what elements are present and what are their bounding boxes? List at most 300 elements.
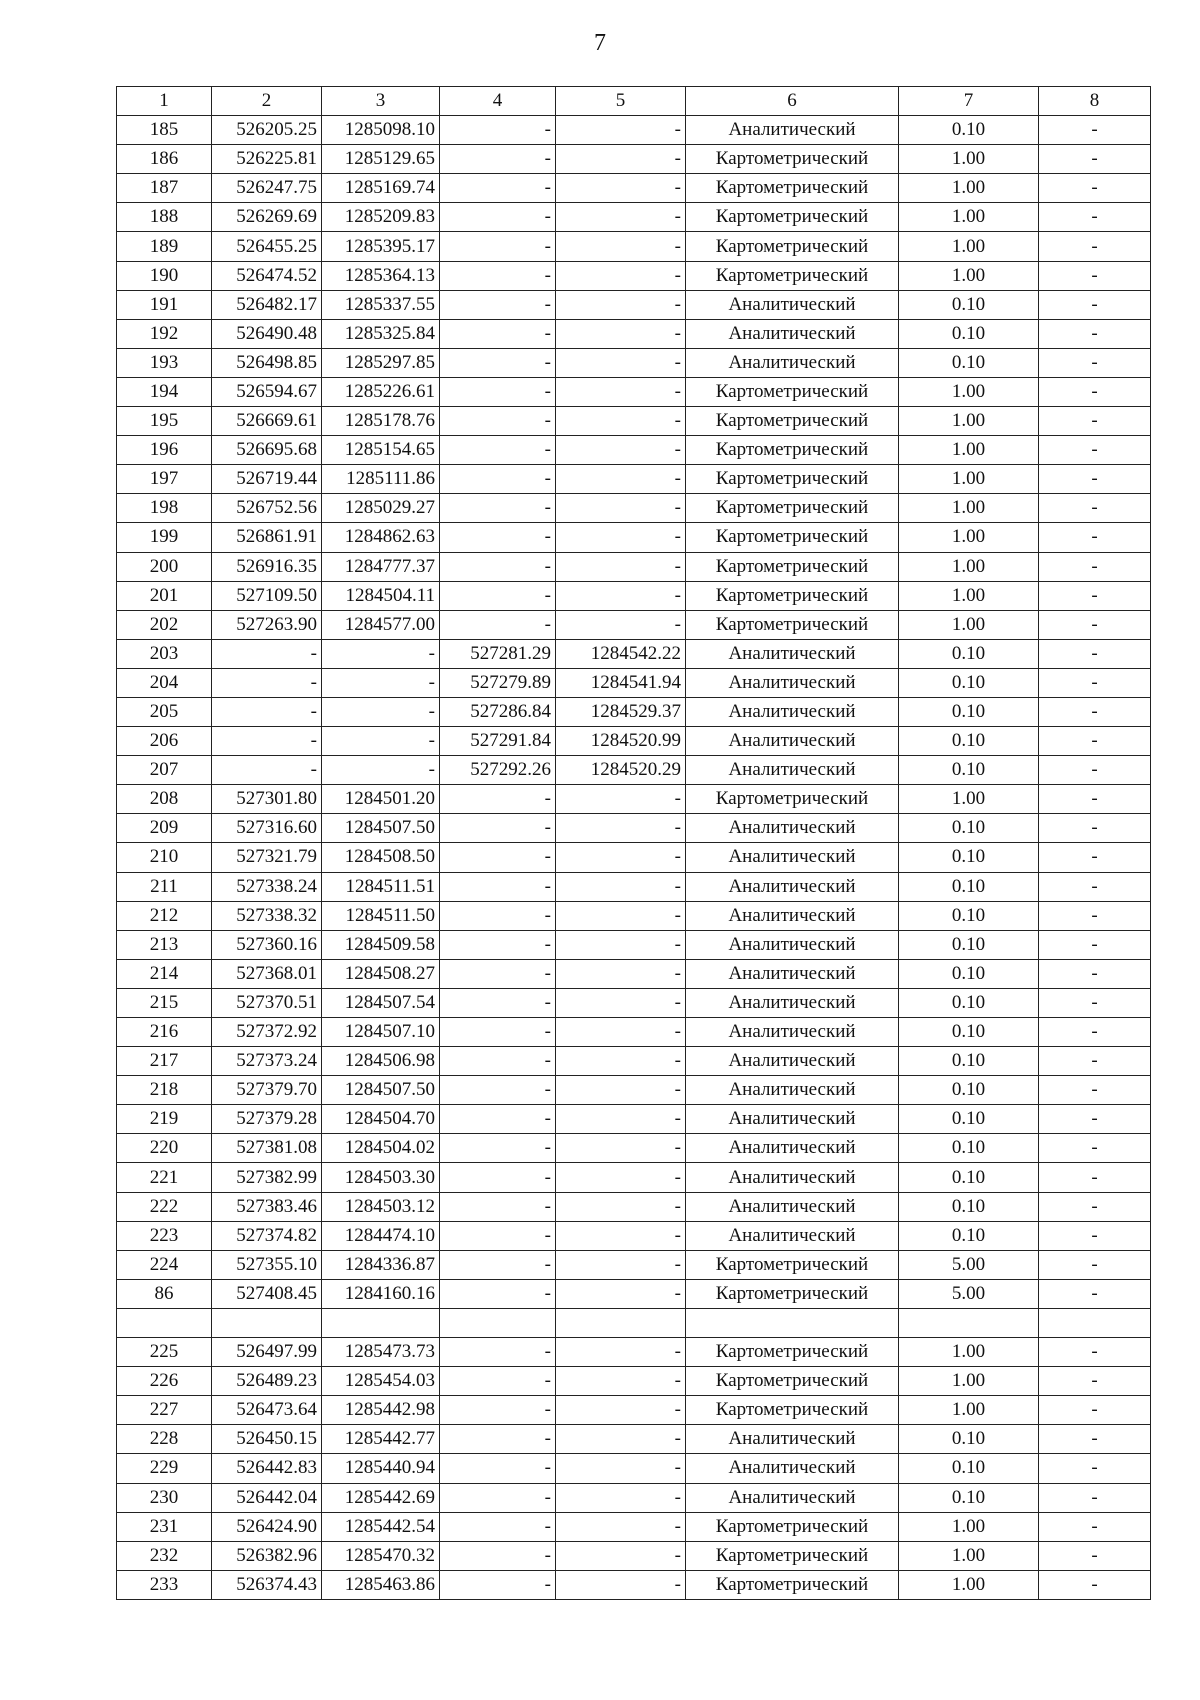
table-cell: - [440,1047,556,1076]
table-cell: 1284508.27 [322,959,440,988]
table-cell: - [440,290,556,319]
table-row [117,1338,1151,1367]
table-cell: - [212,668,322,697]
table-cell: Картометрический [686,436,899,465]
table-cell: 224 [117,1250,212,1279]
table-cell: - [556,814,686,843]
table-cell: 1.00 [899,523,1039,552]
table-cell: - [440,785,556,814]
table-cell: 1284520.29 [556,756,686,785]
table-cell: 527381.08 [212,1134,322,1163]
table-cell: Картометрический [686,261,899,290]
table-cell: - [440,552,556,581]
table-cell: - [1039,756,1151,785]
table-row [117,843,1151,872]
table-cell: 186 [117,145,212,174]
table-cell: 1285297.85 [322,348,440,377]
table-row [117,901,1151,930]
table-cell: - [440,1163,556,1192]
table-cell: - [556,1163,686,1192]
table-cell: 233 [117,1570,212,1599]
table-cell: 1.00 [899,1367,1039,1396]
table-cell: 191 [117,290,212,319]
table-cell: 198 [117,494,212,523]
table-cell: 1.00 [899,377,1039,406]
table-cell: - [440,1338,556,1367]
table-cell: - [212,697,322,726]
table-cell [322,1308,440,1337]
table-cell: 0.10 [899,901,1039,930]
table-cell: 526916.35 [212,552,322,581]
table-row [117,145,1151,174]
table-row [117,407,1151,436]
table-cell [556,1308,686,1337]
table-cell: - [1039,959,1151,988]
table-row [117,785,1151,814]
table-cell: Аналитический [686,1454,899,1483]
table-cell: - [556,1018,686,1047]
column-header: 7 [899,87,1039,116]
table-row [117,930,1151,959]
table-row [117,494,1151,523]
table-cell [1039,1308,1151,1337]
table-cell: 1.00 [899,610,1039,639]
table-cell: 1.00 [899,1541,1039,1570]
table-cell: - [1039,1047,1151,1076]
table-row [117,319,1151,348]
table-cell: 0.10 [899,1076,1039,1105]
table-cell: - [440,1541,556,1570]
table-cell: - [1039,145,1151,174]
table-cell: - [440,261,556,290]
table-row [117,814,1151,843]
table-cell: Картометрический [686,1570,899,1599]
table-row [117,1134,1151,1163]
table-cell: 208 [117,785,212,814]
table-cell: 0.10 [899,727,1039,756]
table-cell: - [440,436,556,465]
table-cell: 228 [117,1425,212,1454]
table-cell: - [1039,203,1151,232]
table-cell: Аналитический [686,901,899,930]
table-cell: - [556,465,686,494]
table-cell: 1284503.30 [322,1163,440,1192]
table-cell: 1285029.27 [322,494,440,523]
table-cell: 220 [117,1134,212,1163]
page-number: 7 [594,30,606,56]
table-cell: - [556,1076,686,1105]
table-cell: - [1039,1483,1151,1512]
table-cell: - [440,523,556,552]
table-cell: 211 [117,872,212,901]
table-cell: - [1039,727,1151,756]
table-cell: - [1039,552,1151,581]
table-cell: Картометрический [686,1338,899,1367]
table-row [117,668,1151,697]
table-row [117,1425,1151,1454]
table-cell: Аналитический [686,319,899,348]
table-cell: 1284474.10 [322,1221,440,1250]
table-cell: Картометрический [686,785,899,814]
table-cell: - [1039,1541,1151,1570]
table-cell: 526473.64 [212,1396,322,1425]
table-cell: - [440,1250,556,1279]
table-row [117,697,1151,726]
table-cell: Картометрический [686,1367,899,1396]
table-cell: - [556,523,686,552]
table-cell: Картометрический [686,232,899,261]
table-cell: 527370.51 [212,988,322,1017]
table-cell: - [556,377,686,406]
table-cell: - [1039,1279,1151,1308]
table-cell: - [440,1279,556,1308]
table-cell [686,1308,899,1337]
table-row [117,1076,1151,1105]
table-cell: 197 [117,465,212,494]
table-cell: 196 [117,436,212,465]
table-cell: - [440,203,556,232]
table-cell: 1284160.16 [322,1279,440,1308]
table-cell: - [556,1221,686,1250]
table-cell: Аналитический [686,988,899,1017]
table-cell: Аналитический [686,348,899,377]
table-cell: 527301.80 [212,785,322,814]
table-cell: 1285473.73 [322,1338,440,1367]
table-cell: 1284541.94 [556,668,686,697]
table-row [117,727,1151,756]
table-cell: 210 [117,843,212,872]
table-cell: 200 [117,552,212,581]
table-cell: 527408.45 [212,1279,322,1308]
table-cell: 1.00 [899,465,1039,494]
table-cell: 526450.15 [212,1425,322,1454]
table-cell: 0.10 [899,697,1039,726]
table-cell: - [556,261,686,290]
table-cell: - [556,959,686,988]
table-row [117,581,1151,610]
table-cell: 1284520.99 [556,727,686,756]
table-row [117,872,1151,901]
table-cell: 217 [117,1047,212,1076]
table-cell: 1.00 [899,203,1039,232]
table-cell: 526205.25 [212,116,322,145]
table-cell: - [556,174,686,203]
table-cell: 0.10 [899,1483,1039,1512]
table-cell: 1284507.10 [322,1018,440,1047]
table-row [117,232,1151,261]
table-cell: 1285111.86 [322,465,440,494]
table-cell: - [556,930,686,959]
table-cell: - [1039,1338,1151,1367]
table-cell: 0.10 [899,814,1039,843]
table-cell: - [1039,814,1151,843]
table-cell: 1284862.63 [322,523,440,552]
table-cell: - [1039,1018,1151,1047]
column-header: 4 [440,87,556,116]
table-row [117,523,1151,552]
table-cell: - [440,610,556,639]
table-cell: 0.10 [899,1018,1039,1047]
table-cell: 527279.89 [440,668,556,697]
table-cell: Аналитический [686,1221,899,1250]
table-cell: 526442.04 [212,1483,322,1512]
table-cell: 218 [117,1076,212,1105]
table-cell: 223 [117,1221,212,1250]
table-cell: - [556,1105,686,1134]
table-cell: 526247.75 [212,174,322,203]
table-row [117,1279,1151,1308]
table-cell: 192 [117,319,212,348]
table-cell: - [440,494,556,523]
table-cell: 527286.84 [440,697,556,726]
table-cell: 0.10 [899,1192,1039,1221]
table-cell: - [440,814,556,843]
table-cell: - [1039,116,1151,145]
table-cell: 1285442.98 [322,1396,440,1425]
table-cell: 0.10 [899,1454,1039,1483]
table-cell: 1284542.22 [556,639,686,668]
table-row [117,1512,1151,1541]
table-cell: - [1039,174,1151,203]
table-cell: - [1039,1076,1151,1105]
table-cell: - [1039,290,1151,319]
table-cell: 5.00 [899,1250,1039,1279]
table-cell: 207 [117,756,212,785]
table-cell: 1285178.76 [322,407,440,436]
table-cell: 1.00 [899,145,1039,174]
table-cell: 1285226.61 [322,377,440,406]
table-cell: 527338.24 [212,872,322,901]
table-row [117,988,1151,1017]
table-cell: 1285325.84 [322,319,440,348]
table-cell: - [556,1483,686,1512]
table-cell: 526752.56 [212,494,322,523]
table-cell: 0.10 [899,1163,1039,1192]
table-cell: - [556,1396,686,1425]
table-cell: Аналитический [686,697,899,726]
table-cell: - [1039,232,1151,261]
table-cell: 527379.70 [212,1076,322,1105]
table-cell: - [1039,930,1151,959]
table-cell [899,1308,1039,1337]
table-cell: 213 [117,930,212,959]
table-cell: 216 [117,1018,212,1047]
table-cell: - [556,872,686,901]
table-cell: Аналитический [686,1192,899,1221]
table-cell: - [556,290,686,319]
table-cell: 1284507.54 [322,988,440,1017]
header-row [117,87,1151,116]
table-cell: - [556,843,686,872]
table-cell: Аналитический [686,1163,899,1192]
table-cell: - [1039,785,1151,814]
table-cell: 0.10 [899,319,1039,348]
table-cell: - [440,959,556,988]
table-cell: Картометрический [686,465,899,494]
table-cell: - [556,1192,686,1221]
table-cell: - [556,901,686,930]
table-cell: 526482.17 [212,290,322,319]
table-cell: Аналитический [686,843,899,872]
table-cell: 203 [117,639,212,668]
table-cell: Аналитический [686,872,899,901]
table-cell: - [1039,901,1151,930]
table-cell: 0.10 [899,1105,1039,1134]
table-cell: - [440,407,556,436]
table-cell: 1284506.98 [322,1047,440,1076]
table-cell: - [440,843,556,872]
table-cell: - [440,1076,556,1105]
table-cell: 527368.01 [212,959,322,988]
table-cell: - [1039,494,1151,523]
table-cell: - [1039,1134,1151,1163]
table-cell [440,1308,556,1337]
table-cell: Аналитический [686,727,899,756]
table-cell: - [556,1338,686,1367]
table-cell: - [1039,988,1151,1017]
table-cell: 526374.43 [212,1570,322,1599]
table-cell: 227 [117,1396,212,1425]
table-cell: - [556,116,686,145]
table-cell: Картометрический [686,610,899,639]
table-cell: - [556,610,686,639]
table-cell: - [556,1454,686,1483]
table-cell: 526424.90 [212,1512,322,1541]
table-cell: Аналитический [686,959,899,988]
table-cell: - [440,1425,556,1454]
table-cell: - [1039,1163,1151,1192]
table-row [117,1192,1151,1221]
table-cell: 1.00 [899,552,1039,581]
table-cell: - [1039,377,1151,406]
table-cell: 527372.92 [212,1018,322,1047]
table-cell: 194 [117,377,212,406]
table-cell: 230 [117,1483,212,1512]
table-cell: - [1039,1425,1151,1454]
table-cell: 0.10 [899,290,1039,319]
table-cell: - [440,232,556,261]
table-cell: 1.00 [899,1512,1039,1541]
table-cell: - [1039,1221,1151,1250]
table-cell: Аналитический [686,1018,899,1047]
table-cell: 1.00 [899,436,1039,465]
table-row [117,1308,1151,1337]
table-cell: 527379.28 [212,1105,322,1134]
table-cell: 0.10 [899,1047,1039,1076]
table-cell: - [440,1570,556,1599]
table-cell: 190 [117,261,212,290]
table-cell: 0.10 [899,1134,1039,1163]
table-cell: Аналитический [686,756,899,785]
table-row [117,959,1151,988]
table-cell: 1284507.50 [322,814,440,843]
table-cell: - [1039,639,1151,668]
table-cell: 86 [117,1279,212,1308]
table-cell: 1285442.77 [322,1425,440,1454]
table-cell: 526225.81 [212,145,322,174]
column-header: 2 [212,87,322,116]
table-cell: 0.10 [899,930,1039,959]
table-cell: 199 [117,523,212,552]
table-cell: Аналитический [686,1134,899,1163]
table-cell: 1285154.65 [322,436,440,465]
table-cell: Картометрический [686,203,899,232]
table-cell: 214 [117,959,212,988]
table-cell: Аналитический [686,290,899,319]
table-cell: 527316.60 [212,814,322,843]
table-row [117,465,1151,494]
table-cell: 1285169.74 [322,174,440,203]
table-cell: - [556,1047,686,1076]
table-cell: 1284504.70 [322,1105,440,1134]
table-cell: 0.10 [899,116,1039,145]
table-cell: - [440,1192,556,1221]
table-cell: 1285442.69 [322,1483,440,1512]
table-cell: 1284508.50 [322,843,440,872]
table-cell: 231 [117,1512,212,1541]
table-row [117,290,1151,319]
table-cell: - [1039,581,1151,610]
table-cell: 526489.23 [212,1367,322,1396]
table-cell: - [1039,1367,1151,1396]
table-cell: Аналитический [686,1105,899,1134]
table-cell: - [556,1512,686,1541]
table-cell: 526474.52 [212,261,322,290]
table-cell: - [556,1425,686,1454]
table-cell: - [440,1483,556,1512]
table-cell: 1284336.87 [322,1250,440,1279]
table-cell: - [556,1279,686,1308]
table-cell: - [556,232,686,261]
table-cell: - [440,1396,556,1425]
table-cell: 1285440.94 [322,1454,440,1483]
table-cell: 526269.69 [212,203,322,232]
table-cell: 1284577.00 [322,610,440,639]
table-cell: - [440,872,556,901]
table-cell: - [556,1541,686,1570]
table-row [117,1250,1151,1279]
table-cell: 5.00 [899,1279,1039,1308]
table-row [117,1105,1151,1134]
table-cell: 222 [117,1192,212,1221]
table-cell: 1284511.51 [322,872,440,901]
table-cell: - [1039,436,1151,465]
table-cell: 0.10 [899,872,1039,901]
table-cell: 1285442.54 [322,1512,440,1541]
table-row [117,348,1151,377]
table-cell: 205 [117,697,212,726]
table-cell: Картометрический [686,1250,899,1279]
table-cell: - [1039,1105,1151,1134]
table-cell: 527374.82 [212,1221,322,1250]
table-cell: 1285454.03 [322,1367,440,1396]
table-cell: 527382.99 [212,1163,322,1192]
table-row [117,203,1151,232]
table-cell: 1284529.37 [556,697,686,726]
table-cell: 219 [117,1105,212,1134]
table-cell: 0.10 [899,756,1039,785]
table-cell: - [440,1221,556,1250]
table-cell: 526669.61 [212,407,322,436]
table-cell [117,1308,212,1337]
table-cell: 1285337.55 [322,290,440,319]
table-cell: 1284507.50 [322,1076,440,1105]
table-cell: 1.00 [899,494,1039,523]
table-cell: Картометрический [686,552,899,581]
table-cell: 526490.48 [212,319,322,348]
column-header: 5 [556,87,686,116]
table-cell: - [556,581,686,610]
